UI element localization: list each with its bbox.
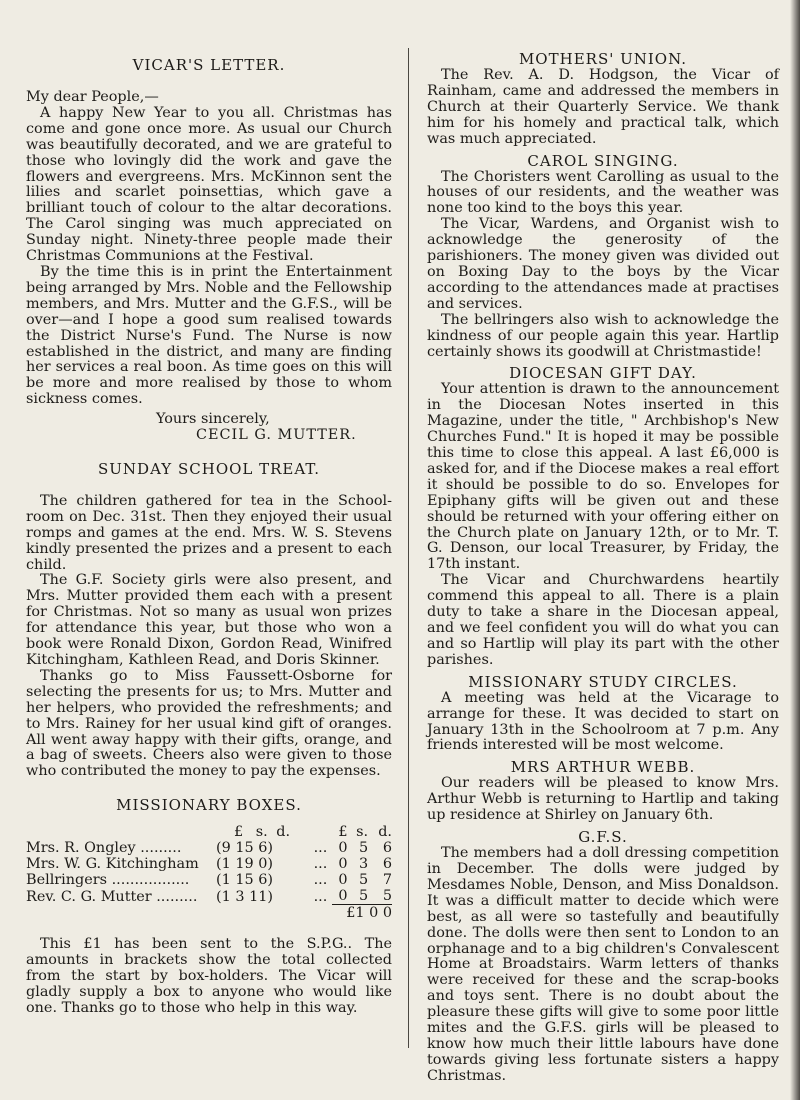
carol-singing-paragraph-1: The Choristers went Carolling as usual to the houses of our residents, and the weather was none too kind to the boys this year.: [427, 168, 779, 217]
mothers-union-paragraph: The Rev. A. D. Hodgson, the Vicar of Rainham, came and addressed the members in Church at their Quarterly Service. We thank him for his homely and practical talk, which was much appreciated.: [427, 67, 779, 147]
pence: 6: [382, 840, 392, 857]
previous-total: (1 19 0): [216, 856, 274, 873]
box-holder-name: Rev. C. G. Mutter .........: [26, 888, 198, 905]
pounds: 0: [338, 872, 348, 889]
pence: 7: [382, 872, 392, 889]
vicars-letter-section: [26, 56, 392, 444]
dots: ...: [313, 840, 328, 857]
header-shillings: s.: [255, 824, 268, 841]
carol-singing-section: [427, 152, 779, 361]
total-row: [26, 905, 392, 922]
shillings: 5: [358, 888, 369, 905]
dots: ...: [313, 872, 328, 889]
diocesan-gift-heading: DIOCESAN GIFT DAY.: [509, 364, 697, 383]
arthur-webb-paragraph: Our readers will be pleased to know Mrs. Arthur Webb is returning to Hartlip and taking up residence at Shirley on January 6th.: [427, 775, 779, 824]
diocesan-gift-paragraph-1: Your attention is drawn to the announcement in the Diocesan Notes inserted in this Magazine, under the title, " Archbishop's New Churches Fund." It is hoped it may be possible this time to close this appeal. A last £6,000 is asked for, and if the Diocese makes a real effort it should be possible to do so. Envelopes for Epiphany gifts will be given out and these should be returned with your offering either on the Church plate on January 12th, or to Mr. T. G. Denson, our local Treasurer, by Friday, the 17th instant.: [427, 381, 779, 573]
sunday-school-section: [26, 460, 392, 780]
table-row: [26, 872, 392, 888]
mothers-union-heading: MOTHERS' UNION.: [518, 50, 688, 68]
sunday-school-heading: SUNDAY SCHOOL TREAT.: [98, 459, 320, 478]
shillings: 5: [358, 872, 369, 889]
dots: ...: [313, 888, 328, 905]
page-edge-shadow: [790, 0, 800, 1100]
missionary-study-section: [427, 673, 779, 755]
diocesan-gift-paragraph-2: The Vicar and Churchwardens heartily commend this appeal to all. There is a plain duty to take a share in the Diocesan appeal, and we feel confident you will do what you can and so Hartlip will play its part with the other parishes.: [427, 572, 779, 668]
pence: 5: [382, 888, 392, 905]
header-pence: d.: [276, 824, 291, 841]
sunday-school-paragraph-1: The children gathered for tea in the School-room on Dec. 31st. Then they enjoyed their usual romps and games at the end. Mrs. W. S. Stevens kindly presented the prizes and a present to each child.: [26, 492, 392, 573]
left-column: [26, 50, 392, 1017]
gfs-section: [427, 828, 779, 1085]
missionary-boxes-heading: MISSIONARY BOXES.: [116, 796, 302, 815]
gfs-heading: G.F.S.: [578, 828, 628, 847]
arthur-webb-heading: MRS ARTHUR WEBB.: [510, 758, 696, 777]
shillings: 3: [358, 856, 369, 873]
sunday-school-paragraph-3: Thanks go to Miss Faussett-Osborne for selecting the presents for us; to Mrs. Mutter and her helpers, who provided the refreshments; and to Mrs. Rainey for her usual kind gift of oranges. All went away happy with their gifts, orange, and a bag of sweets. Cheers also were given to those who contributed the money to pay the expenses.: [26, 667, 392, 780]
vicars-letter-paragraph-1: A happy New Year to you all. Christmas has come and gone once more. As usual our Church was beautifully decorated, and we are grateful to those who lovingly did the work and gave the flowers and evergreens. Mrs. McKinnon sent the lilies and scarlet poinsettias, which gave a brilliant touch of colour to the altar decorations. The Carol singing was much appreciated on Sunday night. Ninety-three people made their Christmas Communions at the Festival.: [26, 104, 392, 265]
gfs-paragraph: The members had a doll dressing competition in December. The dolls were judged by Mesdames Noble, Denson, and Miss Donaldson. It was a difficult matter to decide which were best, as all were so tastefully and beautifully done. The dolls were then sent to London to an orphanage and to a big children's Convalescent Home at Broadstairs. Warm letters of thanks were received for these and the scrap-books and toys sent. There is no doubt about the pleasure these gifts will give to some poor little mites and the G.F.S. girls will be pleased to know how much their little labours have done towards giving less fortunate sisters a happy Christmas.: [427, 845, 779, 1084]
header-pounds: £: [234, 824, 244, 841]
missionary-study-paragraph: A meeting was held at the Vicarage to arrange for these. It was decided to start on January 13th in the Schoolroom at 7 p.m. Any friends interested will be most welcome.: [427, 689, 779, 754]
box-holder-name: Mrs. R. Ongley .........: [26, 840, 182, 857]
carol-singing-heading: CAROL SINGING.: [527, 151, 679, 170]
pounds: 0: [338, 888, 348, 905]
missionary-boxes-section: [26, 796, 392, 1017]
previous-total: (9 15 6): [216, 840, 274, 857]
table-row: [26, 888, 392, 905]
missionary-study-heading: MISSIONARY STUDY CIRCLES.: [468, 672, 738, 691]
header-pence-2: d.: [378, 824, 392, 841]
pence: 6: [382, 856, 392, 873]
shillings: 5: [358, 840, 369, 857]
vicars-letter-heading: VICAR'S LETTER.: [132, 56, 286, 74]
mothers-union-section: [427, 50, 779, 148]
arthur-webb-section: [427, 758, 779, 824]
signature: CECIL G. MUTTER.: [196, 427, 357, 444]
closing: Yours sincerely,: [156, 411, 270, 428]
sunday-school-paragraph-2: The G.F. Society girls were also present, and Mrs. Mutter provided them each with a present for Christmas. Not so many as usual won prizes for attendance this year, but those who won a book were Ronald Dixon, Gordon Read, Winifred Kitchingham, Kathleen Read, and Doris Skinner.: [26, 572, 392, 668]
vicars-letter-paragraph-2: By the time this is in print the Entertainment being arranged by Mrs. Noble and the Fellowship members, and Mrs. Mutter and the G.F.S., will be over—and I hope a good sum realised towards the District Nurse's Fund. The Nurse is now established in the district, and many are finding her services a real boon. As time goes on this will be more and more realised by those to whom sickness comes.: [26, 263, 392, 408]
missionary-boxes-table: [26, 824, 392, 921]
carol-singing-paragraph-3: The bellringers also wish to acknowledge the kindness of our people again this year. Hartlip certainly shows its goodwill at Christmastide!: [427, 311, 779, 360]
diocesan-gift-section: [427, 364, 779, 668]
missionary-boxes-note: This £1 has been sent to the S.P.G.. The amounts in brackets show the total collected from the start by box-holders. The Vicar will gladly supply a box to anyone who would like one. Thanks go to those who help in this way.: [26, 936, 392, 1016]
pounds: 0: [338, 856, 348, 873]
previous-total: (1 15 6): [216, 872, 274, 889]
box-holder-name: Bellringers .................: [26, 872, 190, 889]
previous-total: (1 3 11): [216, 888, 274, 905]
carol-singing-paragraph-2: The Vicar, Wardens, and Organist wish to acknowledge the generosity of the parishioners. The money given was divided out on Boxing Day to the boys by the Vicar according to the attendances made at practises and services.: [427, 216, 779, 312]
box-holder-name: Mrs. W. G. Kitchingham: [26, 856, 199, 873]
right-column: [427, 50, 779, 1085]
salutation: My dear People,—: [26, 89, 159, 105]
pounds: 0: [338, 840, 348, 857]
table-row: [26, 840, 392, 856]
total-amount: £1 0 0: [332, 905, 392, 922]
column-divider: [408, 48, 409, 1048]
table-header-row: [26, 824, 392, 840]
dots: ...: [313, 856, 328, 873]
header-shillings-2: s.: [356, 824, 369, 841]
header-pounds-2: £: [338, 824, 348, 841]
table-row: [26, 856, 392, 872]
